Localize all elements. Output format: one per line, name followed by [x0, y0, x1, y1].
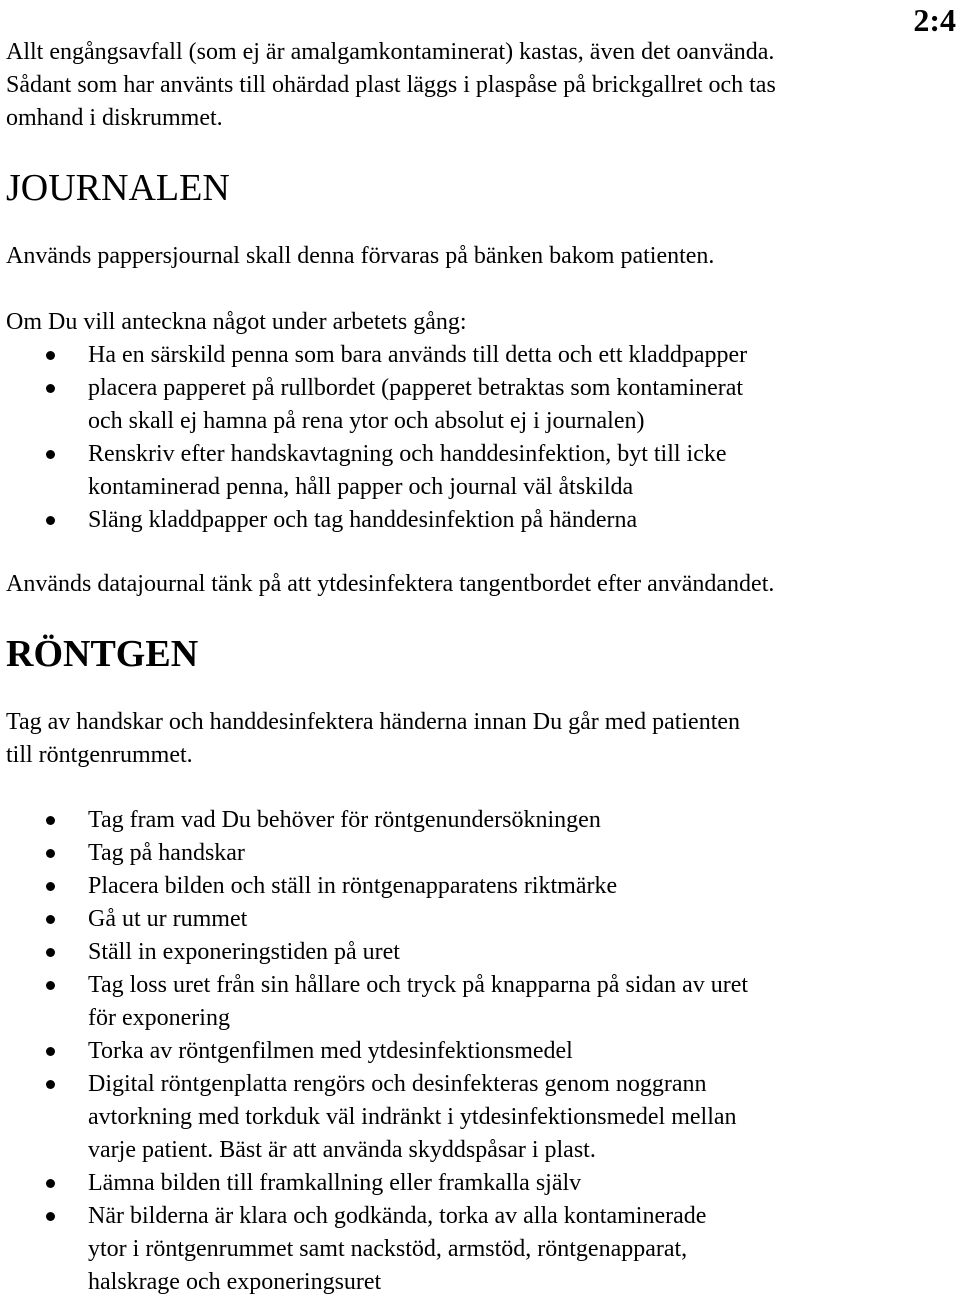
list-item-text: Tag loss uret från sin hållare och tryck på knapparna på sidan av uret för exponering [88, 972, 749, 1031]
list-item [0, 837, 900, 870]
journal-heading: JOURNALEN [6, 167, 230, 209]
list-item [0, 1167, 900, 1200]
bullet-icon [46, 948, 55, 957]
bullet-icon [46, 981, 55, 990]
list-item-text: Torka av röntgenfilmen med ytdesinfektionsmedel [88, 1038, 573, 1064]
xray-heading: RÖNTGEN [6, 633, 199, 675]
journal-notes-intro: Om Du vill anteckna något under arbetets gång: [6, 309, 467, 335]
journal-paper-text: Används pappersjournal skall denna förvaras på bänken bakom patienten. [6, 243, 715, 269]
bullet-icon [46, 450, 55, 459]
bullet-icon [46, 384, 55, 393]
journal-data-text: Används datajournal tänk på att ytdesinfektera tangentbordet efter användandet. [6, 571, 775, 597]
list-item-text: Släng kladdpapper och tag handdesinfektion på händerna [88, 507, 638, 533]
bullet-icon [46, 516, 55, 525]
list-item [0, 804, 900, 837]
bullet-icon [46, 882, 55, 891]
bullet-icon [46, 1179, 55, 1188]
list-item [0, 1200, 900, 1299]
list-item-text: Ha en särskild penna som bara används till detta och ett kladdpapper [88, 342, 748, 368]
list-item-text: Gå ut ur rummet [88, 906, 248, 932]
page-number: 2:4 [913, 2, 956, 38]
bullet-icon [46, 816, 55, 825]
list-item-text: placera papperet på rullbordet (papperet betraktas som kontaminerat och skall ej hamna på rena ytor och absolut ej i journalen) [88, 375, 744, 434]
bullet-icon [46, 915, 55, 924]
bullet-icon [46, 849, 55, 858]
list-item [0, 438, 900, 504]
list-item-text: Digital röntgenplatta rengörs och desinfekteras genom noggrann avtorkning med torkduk väl indränkt i ytdesinfektionsmedel mellan varje patient. Bäst är att använda skyddspåsar i plast. [88, 1071, 737, 1163]
list-item [0, 969, 900, 1035]
list-item [0, 1068, 900, 1167]
list-item [0, 903, 900, 936]
xray-bullet-list [0, 804, 900, 1299]
xray-intro-paragraph: Tag av handskar och handdesinfektera händerna innan Du går med patienten till röntgenrummet. [6, 709, 741, 768]
list-item-text: Tag fram vad Du behöver för röntgenundersökningen [88, 807, 601, 833]
bullet-icon [46, 1212, 55, 1221]
journal-bullet-list [0, 339, 900, 537]
list-item [0, 870, 900, 903]
list-item [0, 372, 900, 438]
list-item-text: Placera bilden och ställ in röntgenapparatens riktmärke [88, 873, 618, 899]
list-item [0, 339, 900, 372]
bullet-icon [46, 1047, 55, 1056]
bullet-icon [46, 1080, 55, 1089]
list-item [0, 1035, 900, 1068]
list-item-text: Tag på handskar [88, 840, 245, 866]
list-item [0, 504, 900, 537]
bullet-icon [46, 351, 55, 360]
list-item [0, 936, 900, 969]
list-item-text: När bilderna är klara och godkända, torka av alla kontaminerade ytor i röntgenrummet samt nackstöd, armstöd, röntgenapparat, halskrage och exponeringsuret [88, 1203, 707, 1295]
intro-paragraph: Allt engångsavfall (som ej är amalgamkontaminerat) kastas, även det oanvända. Sådant som har använts till ohärdad plast läggs i plaspåse på brickgallret och tas omhand i diskrummet. [6, 39, 776, 131]
list-item-text: Lämna bilden till framkallning eller framkalla själv [88, 1170, 582, 1196]
list-item-text: Renskriv efter handskavtagning och handdesinfektion, byt till icke kontaminerad penna, håll papper och journal väl åtskilda [88, 441, 727, 500]
list-item-text: Ställ in exponeringstiden på uret [88, 939, 400, 965]
